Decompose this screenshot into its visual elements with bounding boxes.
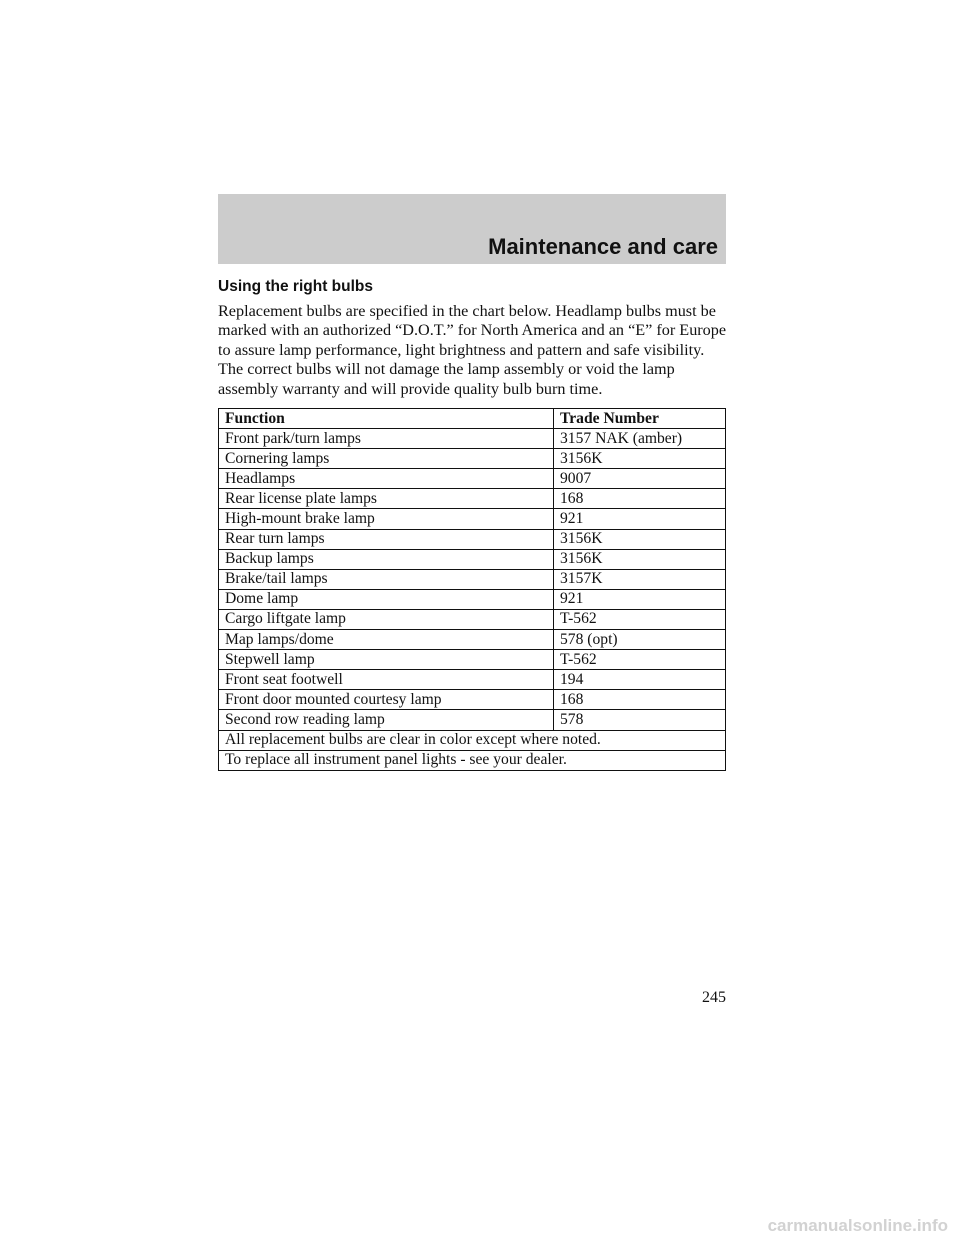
trade-number-cell: 168 [554,489,726,509]
column-header-function: Function [219,409,554,429]
trade-number-cell: 9007 [554,469,726,489]
function-cell: Cornering lamps [219,449,554,469]
table-note-row [219,750,726,770]
table-row [219,630,726,650]
trade-number-cell: 168 [554,690,726,710]
table-note-clear-bulbs: All replacement bulbs are clear in color except where noted. [219,730,726,750]
function-cell: Front park/turn lamps [219,429,554,449]
chapter-title: Maintenance and care [488,234,718,259]
table-row [219,670,726,690]
function-cell: Dome lamp [219,589,554,609]
function-cell: Rear license plate lamps [219,489,554,509]
table-row [219,549,726,569]
page-number: 245 [702,989,726,1006]
function-cell: Map lamps/dome [219,630,554,650]
table-row [219,589,726,609]
function-cell: Front seat footwell [219,670,554,690]
table-row [219,609,726,629]
function-cell: Headlamps [219,469,554,489]
trade-number-cell: 194 [554,670,726,690]
trade-number-cell: 3156K [554,449,726,469]
function-cell: Backup lamps [219,549,554,569]
trade-number-cell: 3156K [554,529,726,549]
table-row [219,710,726,730]
function-cell: Stepwell lamp [219,650,554,670]
section-heading: Using the right bulbs [218,278,373,295]
table-note-row [219,730,726,750]
table-row [219,469,726,489]
column-header-trade-number: Trade Number [554,409,726,429]
function-cell: Rear turn lamps [219,529,554,549]
table-row [219,449,726,469]
function-cell: Second row reading lamp [219,710,554,730]
trade-number-cell: T-562 [554,650,726,670]
function-cell: Brake/tail lamps [219,569,554,589]
table-note-instrument-panel: To replace all instrument panel lights - see your dealer. [219,750,726,770]
function-cell: Front door mounted courtesy lamp [219,690,554,710]
intro-paragraph: Replacement bulbs are specified in the chart below. Headlamp bulbs must be marked with an authorized “D.O.T.” for North America and an “E” for Europe to assure lamp performance, light brightness and pattern and safe visibility. The correct bulbs will not damage the lamp assembly or void the lamp assembly warranty and will provide quality bulb burn time. [218,302,727,398]
table-row [219,569,726,589]
trade-number-cell: 3156K [554,549,726,569]
table-row [219,489,726,509]
table-row [219,509,726,529]
trade-number-cell: T-562 [554,609,726,629]
table-row [219,650,726,670]
function-cell: Cargo liftgate lamp [219,609,554,629]
table-row [219,529,726,549]
trade-number-cell: 3157K [554,569,726,589]
table-row [219,690,726,710]
trade-number-cell: 3157 NAK (amber) [554,429,726,449]
trade-number-cell: 578 [554,710,726,730]
trade-number-cell: 578 (opt) [554,630,726,650]
trade-number-cell: 921 [554,509,726,529]
bulb-table [218,408,726,771]
watermark: carmanualsonline.info [767,1216,948,1235]
table-row [219,429,726,449]
section-header-band [218,194,726,264]
trade-number-cell: 921 [554,589,726,609]
function-cell: High-mount brake lamp [219,509,554,529]
table-header-row [219,409,726,429]
